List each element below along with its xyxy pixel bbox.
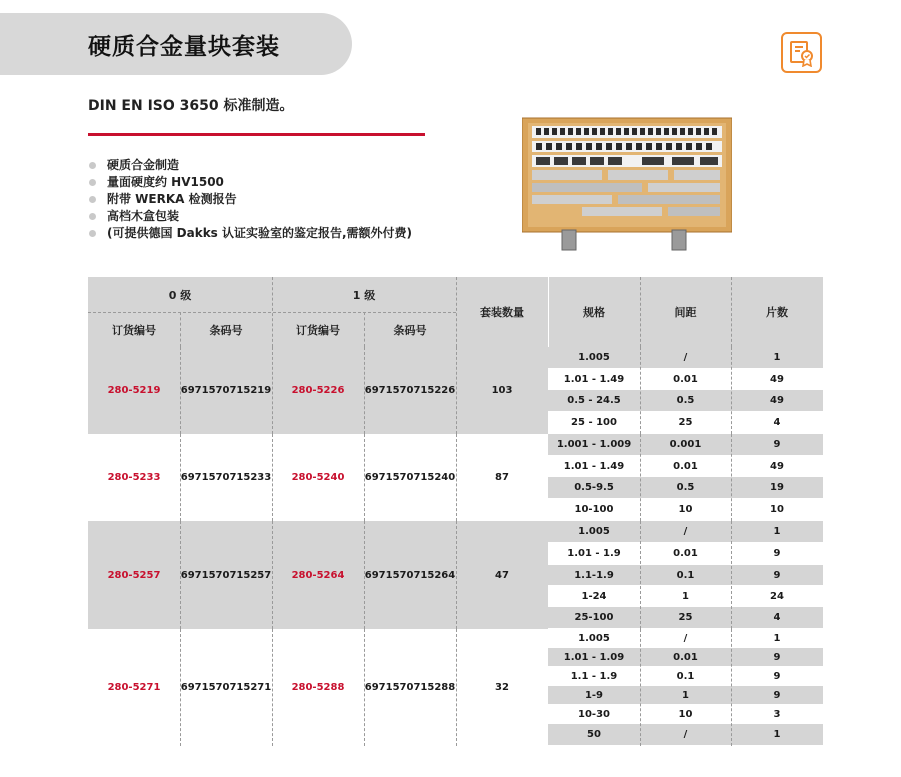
bullet-icon <box>89 230 96 237</box>
order-number: 280-5233 <box>107 472 161 483</box>
certificate-icon <box>789 39 815 67</box>
header-pieces: 片数 <box>766 306 788 319</box>
certificate-badge[interactable] <box>781 32 822 73</box>
page-title: 硬质合金量块套装 <box>88 34 280 60</box>
spec-row: 1.01 - 1.49 0.01 49 <box>548 456 823 477</box>
spec-row: 1.1-1.9 0.1 9 <box>548 565 823 586</box>
feature-list <box>88 157 412 242</box>
table-row <box>88 521 823 629</box>
barcode-value: 6971570715233 <box>180 472 272 483</box>
bullet-icon <box>89 162 96 169</box>
spec-row: 0.5-9.5 0.5 19 <box>548 477 823 499</box>
spec-row: 1.001 - 1.009 0.001 9 <box>548 434 823 456</box>
table-row <box>88 434 823 521</box>
barcode-value: 6971570715226 <box>364 385 456 396</box>
table-row <box>88 347 823 434</box>
spec-row: 10-30 10 3 <box>548 705 823 724</box>
list-item: 高档木盒包装 <box>88 208 412 225</box>
specification-table <box>88 277 823 746</box>
barcode-value: 6971570715271 <box>180 682 272 693</box>
set-quantity: 103 <box>491 385 513 396</box>
table-header <box>88 277 823 347</box>
order-number: 280-5226 <box>291 385 345 396</box>
list-item: 量面硬度约 HV1500 <box>88 174 412 191</box>
spec-row: 1.01 - 1.9 0.01 9 <box>548 543 823 565</box>
spec-row: 1.005 / 1 <box>548 629 823 648</box>
spec-row: 50 / 1 <box>548 724 823 746</box>
set-quantity: 87 <box>495 472 509 483</box>
header-grade1: 1 级 <box>352 288 376 302</box>
bullet-icon <box>89 196 96 203</box>
barcode-value: 6971570715240 <box>364 472 456 483</box>
order-number: 280-5271 <box>107 682 161 693</box>
set-quantity: 47 <box>495 569 509 581</box>
order-number: 280-5257 <box>107 569 161 581</box>
spec-row: 1-24 1 24 <box>548 586 823 607</box>
barcode-value: 6971570715288 <box>364 682 456 693</box>
header-pitch: 间距 <box>674 306 697 319</box>
barcode-value: 6971570715219 <box>180 385 272 396</box>
header-barcode: 条码号 <box>209 323 243 337</box>
spec-row: 1.005 / 1 <box>548 347 823 369</box>
header-grade0: 0 级 <box>168 288 192 302</box>
spec-row: 25 - 100 25 4 <box>548 412 823 434</box>
order-number: 280-5219 <box>107 385 161 396</box>
order-number: 280-5240 <box>291 472 345 483</box>
barcode-value: 6971570715257 <box>180 569 272 581</box>
list-item: 附带 WERKA 检测报告 <box>88 191 412 208</box>
spec-row: 25-100 25 4 <box>548 607 823 629</box>
standard-subtitle: DIN EN ISO 3650 标准制造。 <box>88 98 294 114</box>
list-item: 硬质合金制造 <box>88 157 412 174</box>
spec-row: 1.01 - 1.09 0.01 9 <box>548 648 823 667</box>
barcode-value: 6971570715264 <box>364 569 456 581</box>
spec-row: 10-100 10 10 <box>548 499 823 521</box>
spec-row: 1.01 - 1.49 0.01 49 <box>548 369 823 390</box>
order-number: 280-5264 <box>291 569 345 581</box>
order-number: 280-5288 <box>291 682 345 693</box>
list-item: (可提供德国 Dakks 认证实验室的鉴定报告,需额外付费) <box>88 225 412 242</box>
set-quantity: 32 <box>495 682 509 693</box>
header-order-no: 订货编号 <box>296 323 340 337</box>
bullet-icon <box>89 213 96 220</box>
spec-row: 1.1 - 1.9 0.1 9 <box>548 667 823 686</box>
gauge-block-set-image <box>522 116 732 256</box>
header-set-qty: 套装数量 <box>480 306 524 319</box>
header-barcode: 条码号 <box>393 323 427 337</box>
spec-row: 0.5 - 24.5 0.5 49 <box>548 390 823 412</box>
bullet-icon <box>89 179 96 186</box>
header-spec: 规格 <box>583 306 605 319</box>
spec-row: 1-9 1 9 <box>548 686 823 705</box>
table-row <box>88 629 823 746</box>
spec-row: 1.005 / 1 <box>548 521 823 543</box>
header-order-no: 订货编号 <box>112 323 156 337</box>
divider <box>88 133 425 136</box>
